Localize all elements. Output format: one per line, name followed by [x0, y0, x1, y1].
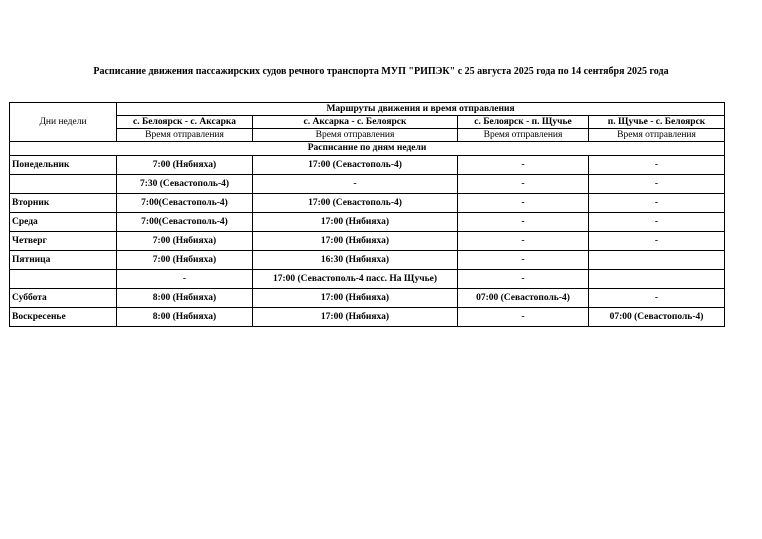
departure-cell-route-2: 17:00 (Севастополь-4) [253, 156, 458, 175]
departure-cell-route-1: 7:00 (Нябияха) [117, 156, 253, 175]
departure-cell-route-1: 7:00 (Нябияха) [117, 251, 253, 270]
departure-cell-route-4: - [589, 289, 725, 308]
routes-header: Маршруты движения и время отправления [117, 103, 725, 116]
departure-cell-route-3: - [458, 308, 589, 327]
day-cell: Четверг [10, 232, 117, 251]
table-row [10, 289, 725, 308]
table-row [10, 251, 725, 270]
departure-cell-route-3: - [458, 251, 589, 270]
departure-cell-route-2: 16:30 (Нябияха) [253, 251, 458, 270]
departure-cell-route-2: 17:00 (Нябияха) [253, 232, 458, 251]
day-cell [10, 270, 117, 289]
departure-cell-route-1: 7:00(Севастополь-4) [117, 213, 253, 232]
departure-label-1: Время отправления [117, 129, 253, 142]
table-row [10, 213, 725, 232]
departure-cell-route-1: 8:00 (Нябияха) [117, 289, 253, 308]
departure-cell-route-2: 17:00 (Нябияха) [253, 308, 458, 327]
departure-cell-route-4: - [589, 156, 725, 175]
header-row-routes [10, 116, 725, 129]
departure-cell-route-2: 17:00 (Севастополь-4 пасс. На Щучье) [253, 270, 458, 289]
departure-cell-route-2: - [253, 175, 458, 194]
section-header: Расписание по дням недели [10, 142, 725, 156]
departure-cell-route-4: 07:00 (Севастополь-4) [589, 308, 725, 327]
departure-cell-route-4: - [589, 175, 725, 194]
day-cell: Воскресенье [10, 308, 117, 327]
departure-cell-route-4 [589, 251, 725, 270]
table-row [10, 194, 725, 213]
route-header-3: с. Белоярск - п. Щучье [458, 116, 589, 129]
section-row [10, 142, 725, 156]
departure-cell-route-2: 17:00 (Нябияха) [253, 213, 458, 232]
table-row [10, 308, 725, 327]
day-cell: Понедельник [10, 156, 117, 175]
departure-cell-route-1: 7:30 (Севастополь-4) [117, 175, 253, 194]
departure-cell-route-1: 8:00 (Нябияха) [117, 308, 253, 327]
day-cell: Суббота [10, 289, 117, 308]
departure-cell-route-1: 7:00(Севастополь-4) [117, 194, 253, 213]
route-header-4: п. Щучье - с. Белоярск [589, 116, 725, 129]
document-title: Расписание движения пассажирских судов речного транспорта МУП "РИПЭК" с 25 августа 2025 года по 14 сентября 2025 года [93, 66, 669, 77]
day-cell: Вторник [10, 194, 117, 213]
table-row [10, 270, 725, 289]
day-cell [10, 175, 117, 194]
table-row [10, 156, 725, 175]
departure-cell-route-4 [589, 270, 725, 289]
departure-cell-route-3: 07:00 (Севастополь-4) [458, 289, 589, 308]
header-row-routes-title [10, 103, 725, 116]
schedule-rows [10, 156, 725, 327]
day-cell: Пятница [10, 251, 117, 270]
table-row [10, 175, 725, 194]
departure-label-2: Время отправления [253, 129, 458, 142]
days-column-header: Дни недели [10, 103, 117, 142]
departure-label-4: Время отправления [589, 129, 725, 142]
departure-cell-route-1: 7:00 (Нябияха) [117, 232, 253, 251]
route-header-2: с. Аксарка - с. Белоярск [253, 116, 458, 129]
departure-cell-route-1: - [117, 270, 253, 289]
schedule-table [9, 102, 725, 327]
route-header-1: с. Белоярск - с. Аксарка [117, 116, 253, 129]
header-row-departure [10, 129, 725, 142]
departure-cell-route-3: - [458, 194, 589, 213]
table-row [10, 232, 725, 251]
departure-cell-route-2: 17:00 (Севастополь-4) [253, 194, 458, 213]
departure-cell-route-4: - [589, 194, 725, 213]
departure-cell-route-2: 17:00 (Нябияха) [253, 289, 458, 308]
departure-cell-route-3: - [458, 232, 589, 251]
departure-cell-route-3: - [458, 270, 589, 289]
departure-cell-route-3: - [458, 213, 589, 232]
departure-label-3: Время отправления [458, 129, 589, 142]
departure-cell-route-4: - [589, 232, 725, 251]
day-cell: Среда [10, 213, 117, 232]
departure-cell-route-4: - [589, 213, 725, 232]
departure-cell-route-3: - [458, 175, 589, 194]
departure-cell-route-3: - [458, 156, 589, 175]
